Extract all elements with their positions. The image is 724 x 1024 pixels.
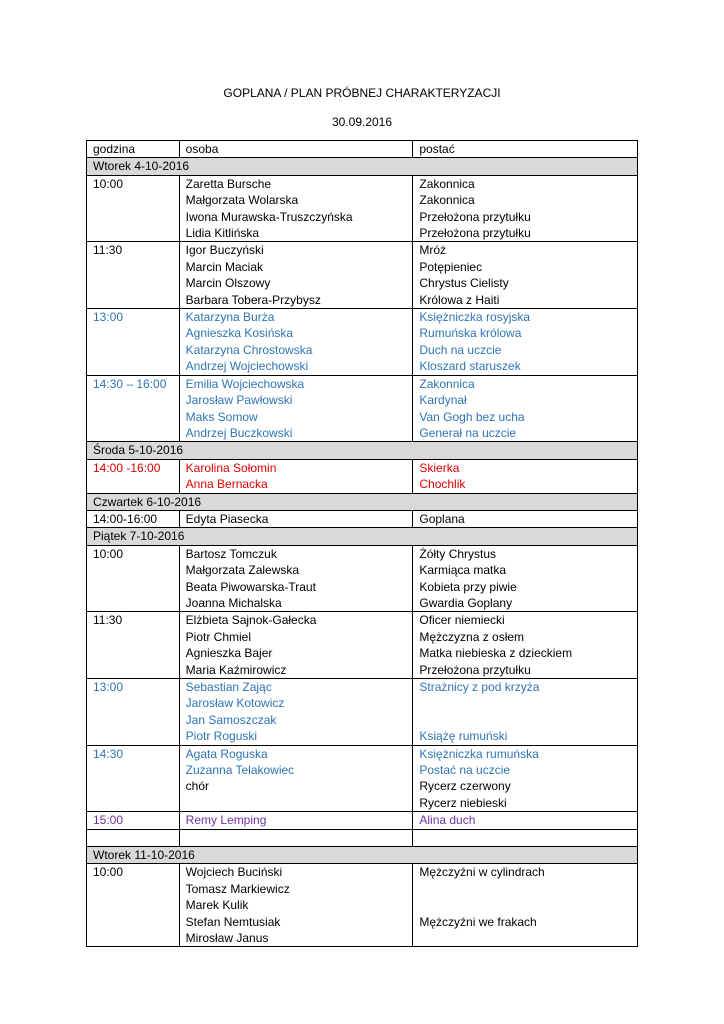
- day-header-row: [87, 528, 638, 545]
- role-name: Kobieta przy piwie: [419, 579, 517, 594]
- person-name: Piotr Roguski: [185, 729, 258, 744]
- schedule-table: [86, 140, 638, 947]
- header-role: postać: [413, 141, 638, 158]
- role-name: Mężczyzna z osłem: [419, 629, 525, 644]
- role-name: Królowa z Haiti: [419, 292, 500, 307]
- time-cell: [87, 510, 180, 527]
- person-name: Zuzanna Telakowiec: [185, 763, 295, 778]
- person-name: Anna Bernacka: [185, 477, 268, 492]
- person-name: Sebastian Zając: [185, 680, 272, 694]
- person-cell: [179, 745, 413, 812]
- person-name: Jarosław Kotowicz: [185, 696, 285, 711]
- person-name: Agata Roguska: [185, 746, 268, 761]
- empty-line: [419, 881, 630, 897]
- role-name: Księżniczka rosyjska: [419, 310, 531, 325]
- person-name: Stefan Nemtusiak: [185, 914, 281, 929]
- table-row: [87, 459, 638, 493]
- table-row: [87, 812, 638, 829]
- table-row: [87, 679, 638, 746]
- role-name: Zakonnica: [419, 376, 475, 391]
- role-name: Gwardia Goplany: [419, 595, 513, 610]
- role-name: Rycerz czerwony: [419, 779, 511, 794]
- table-header-row: [87, 141, 638, 158]
- person-name: Remy Lemping: [185, 813, 267, 828]
- table-row: [87, 745, 638, 812]
- person-cell: [179, 175, 413, 242]
- time-cell: [87, 309, 180, 376]
- role-name: Goplana: [419, 511, 465, 526]
- role-name: Rumuńska królowa: [419, 326, 522, 341]
- time-cell: [87, 745, 180, 812]
- role-cell: [413, 242, 638, 309]
- time-cell: [87, 375, 180, 442]
- person-name: Piotr Chmiel: [185, 629, 252, 644]
- role-name: Matka niebieska z dzieckiem: [419, 646, 573, 661]
- slot-time: 14:30 – 16:00: [93, 376, 167, 391]
- role-cell: [413, 545, 638, 612]
- header-time: godzina: [87, 141, 180, 158]
- header-person: osoba: [179, 141, 413, 158]
- person-name: Mirosław Janus: [185, 931, 269, 946]
- person-name: Wojciech Buciński: [185, 865, 283, 880]
- role-cell: [413, 175, 638, 242]
- slot-time: 14:00-16:00: [93, 511, 158, 526]
- person-name: Agnieszka Kosińska: [185, 326, 294, 341]
- person-name: Bartosz Tomczuk: [185, 546, 277, 561]
- slot-time: 13:00: [93, 310, 124, 325]
- role-name: Potępieniec: [419, 259, 483, 274]
- person-name: Andrzej Wojciechowski: [185, 359, 309, 374]
- role-name: Postać na uczcie: [419, 763, 511, 778]
- person-name: Andrzej Buczkowski: [185, 425, 293, 440]
- role-name: Kloszard staruszek: [419, 359, 521, 374]
- time-cell: [87, 864, 180, 947]
- empty-line: [419, 897, 630, 913]
- role-name: Przełożona przytułku: [419, 662, 531, 677]
- slot-time: 11:30: [93, 243, 123, 258]
- person-name: Katarzyna Burża: [185, 310, 275, 325]
- person-cell: [179, 864, 413, 947]
- role-name: Van Gogh bez ucha: [419, 409, 525, 424]
- day-header-row: [87, 847, 638, 864]
- time-cell: [87, 612, 180, 679]
- slot-time: 13:00: [93, 680, 124, 694]
- slot-time: 15:00: [93, 813, 124, 828]
- role-name: Mróż: [419, 243, 447, 258]
- day-label: Piątek 7-10-2016: [87, 528, 638, 545]
- person-name: Katarzyna Chrostowska: [185, 342, 313, 357]
- person-name: Elżbieta Sajnok-Gałecka: [185, 613, 317, 628]
- role-name: Przełożona przytułku: [419, 209, 531, 224]
- role-cell: [413, 864, 638, 947]
- table-row: [87, 864, 638, 947]
- role-name: Zakonnica: [419, 176, 475, 191]
- role-name: Chochlik: [419, 477, 466, 492]
- person-cell: [179, 612, 413, 679]
- role-name: Mężczyźni w cylindrach: [419, 865, 545, 880]
- role-cell: [413, 375, 638, 442]
- person-name: Karolina Sołomin: [185, 460, 277, 475]
- role-name: Alina duch: [419, 813, 476, 828]
- role-name: Oficer niemiecki: [419, 613, 505, 628]
- person-cell: [179, 375, 413, 442]
- person-name: Małgorzata Zalewska: [185, 563, 300, 578]
- person-name: Beata Piwowarska-Traut: [185, 579, 316, 594]
- person-name: Igor Buczyński: [185, 243, 264, 258]
- person-name: Tomasz Markiewicz: [185, 881, 290, 896]
- day-header-row: [87, 493, 638, 510]
- person-name: Iwona Murawska-Truszczyńska: [185, 209, 353, 224]
- page-title: GOPLANA / PLAN PRÓBNEJ CHARAKTERYZACJI: [223, 86, 501, 100]
- empty-cell: [179, 829, 413, 846]
- slot-time: 10:00: [93, 176, 124, 191]
- role-name: Karmiąca matka: [419, 563, 507, 578]
- person-name: Agnieszka Bajer: [185, 646, 273, 661]
- spacer-row: [87, 829, 638, 846]
- person-name: Joanna Michalska: [185, 595, 282, 610]
- day-label: Czwartek 6-10-2016: [87, 493, 638, 510]
- time-cell: [87, 459, 180, 493]
- role-name: Księżniczka rumuńska: [419, 746, 539, 761]
- role-name: Duch na uczcie: [419, 342, 502, 357]
- table-row: [87, 375, 638, 442]
- person-name: chór: [185, 779, 210, 794]
- role-name: Chrystus Cielisty: [419, 276, 509, 291]
- role-name: Zakonnica: [419, 193, 475, 208]
- person-cell: [179, 242, 413, 309]
- role-cell: [413, 745, 638, 812]
- person-cell: [179, 679, 413, 746]
- role-cell: [413, 612, 638, 679]
- empty-line: [419, 930, 630, 946]
- day-label: Wtorek 11-10-2016: [87, 847, 638, 864]
- person-cell: [179, 510, 413, 527]
- time-cell: [87, 679, 180, 746]
- role-cell: [413, 812, 638, 829]
- day-header-row: [87, 442, 638, 459]
- role-name: Strażnicy z pod krzyża: [419, 680, 540, 694]
- slot-time: 14:00 -16:00: [93, 460, 161, 475]
- empty-line: [419, 695, 630, 711]
- slot-time: 11:30: [93, 613, 123, 628]
- table-row: [87, 510, 638, 527]
- role-name: Generał na uczcie: [419, 425, 517, 440]
- role-cell: [413, 309, 638, 376]
- role-name: Rycerz niebieski: [419, 795, 507, 810]
- person-name: Marcin Olszowy: [185, 276, 271, 291]
- time-cell: [87, 545, 180, 612]
- role-cell: [413, 510, 638, 527]
- time-cell: [87, 175, 180, 242]
- role-cell: [413, 679, 638, 746]
- document-date: 30.09.2016: [331, 115, 393, 129]
- table-row: [87, 242, 638, 309]
- table-row: [87, 545, 638, 612]
- empty-cell: [413, 829, 638, 846]
- time-cell: [87, 812, 180, 829]
- table-row: [87, 309, 638, 376]
- person-name: Maria Kaźmirowicz: [185, 662, 287, 677]
- table-row: [87, 612, 638, 679]
- role-name: Przełożona przytułku: [419, 226, 531, 241]
- role-name: Skierka: [419, 460, 460, 475]
- person-name: Jan Samoszczak: [185, 712, 277, 727]
- slot-time: 10:00: [93, 546, 124, 561]
- person-name: Lidia Kitlińska: [185, 226, 260, 241]
- role-name: Mężczyźni we frakach: [419, 914, 537, 929]
- table-row: [87, 175, 638, 242]
- person-name: Małgorzata Wolarska: [185, 193, 299, 208]
- person-name: Marcin Maciak: [185, 259, 264, 274]
- person-name: Maks Somow: [185, 409, 258, 424]
- person-name: Barbara Tobera-Przybysz: [185, 292, 321, 307]
- person-cell: [179, 812, 413, 829]
- person-name: Zaretta Bursche: [185, 176, 272, 191]
- slot-time: 10:00: [93, 865, 124, 880]
- time-cell: [87, 242, 180, 309]
- empty-line: [419, 712, 630, 728]
- schedule-body: [87, 141, 638, 947]
- day-label: Środa 5-10-2016: [87, 442, 638, 459]
- person-cell: [179, 545, 413, 612]
- person-name: Jarosław Pawłowski: [185, 393, 293, 408]
- role-cell: [413, 459, 638, 493]
- person-cell: [179, 309, 413, 376]
- person-cell: [179, 459, 413, 493]
- person-name: Emilia Wojciechowska: [185, 376, 305, 391]
- role-name: Żółty Chrystus: [419, 546, 497, 561]
- role-name: Książę rumuński: [419, 729, 508, 744]
- empty-line: [186, 795, 406, 811]
- person-name: Edyta Piasecka: [185, 511, 269, 526]
- empty-cell: [87, 829, 180, 846]
- role-name: Kardynał: [419, 393, 467, 408]
- day-label: Wtorek 4-10-2016: [87, 158, 638, 175]
- day-header-row: [87, 158, 638, 175]
- slot-time: 14:30: [93, 746, 124, 761]
- person-name: Marek Kulik: [185, 898, 249, 913]
